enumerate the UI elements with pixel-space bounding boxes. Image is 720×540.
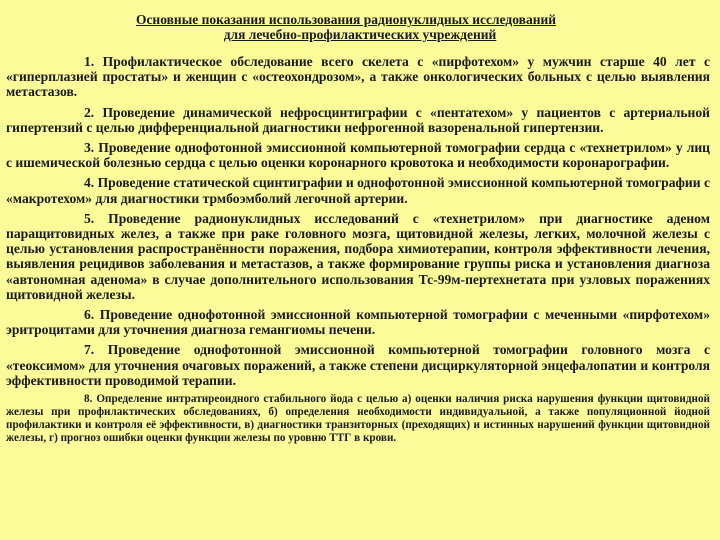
list-item-8: 8. Определение интратиреоидного стабильного йода с целью а) оценки наличия риска нарушения функции щитовидной железы при профилактических обследованиях, б) определения необходимости индивидуальной, а также популяционной йодной профилактики и контроля её эффективности, в) диагностики транзиторных (преходящих) и истинных нарушений функции щитовидной железы, г) прогноз ошибки оценки функции железы по уровню ТТГ в крови. — [6, 393, 710, 444]
indications-list — [6, 54, 710, 450]
list-item-3: 3. Проведение однофотонной эмиссионной компьютерной томографии сердца с «технетрилом» у лиц с ишемической болезнью сердца с целью оценки коронарного кровотока и необходимости коронарографии. — [6, 140, 710, 171]
list-item-4: 4. Проведение статической сцинтиграфии и однофотонной эмиссионной компьютерной томографии с «макротехом» для диагностики трмбоэмболий легочной артерии. — [6, 175, 710, 206]
list-item-1: 1. Профилактическое обследование всего скелета с «пирфотехом» у мужчин старше 40 лет с «гиперплазией простаты» и женщин с «остеохондрозом», а также онкологических больных с целью выявления метастазов. — [6, 54, 710, 100]
page-title — [0, 12, 720, 42]
list-item-7: 7. Проведение однофотонной эмиссионной компьютерной томографии головного мозга с «теоксимом» для уточнения очаговых поражений, а также степени дисциркуляторной энцефалопатии и контроля эффективности проводимой терапии. — [6, 342, 710, 388]
list-item-5: 5. Проведение радионуклидных исследований с «технетрилом» при диагностике аденом паращитовидных желез, а также при раке головного мозга, щитовидной железы, легких, молочной железы с целью установления распространённости поражения, подбора химиотерапии, контроля эффективности лечения, выявления рецидивов заболевания и метастазов, а также формирование группы риска и установления диагноза «автономная аденома» в случае дополнительного использования Тс-99м-пертехнетата при узловых поражениях щитовидной железы. — [6, 210, 710, 302]
title-line-2: для лечебно-профилактических учреждений — [223, 27, 497, 42]
list-item-6: 6. Проведение однофотонной эмиссионной компьютерной томографии с меченными «пирфотехом» эритроцитами для уточнения диагноза гемангиомы печени. — [6, 307, 710, 338]
list-item-2: 2. Проведение динамической нефросцинтиграфии с «пентатехом» у пациентов с артериальной гипертензий с целью дифференциальной диагностики нефрогенной вазоренальной гипертензии. — [6, 104, 710, 135]
title-line-1: Основные показания использования радионуклидных исследований — [135, 12, 557, 27]
